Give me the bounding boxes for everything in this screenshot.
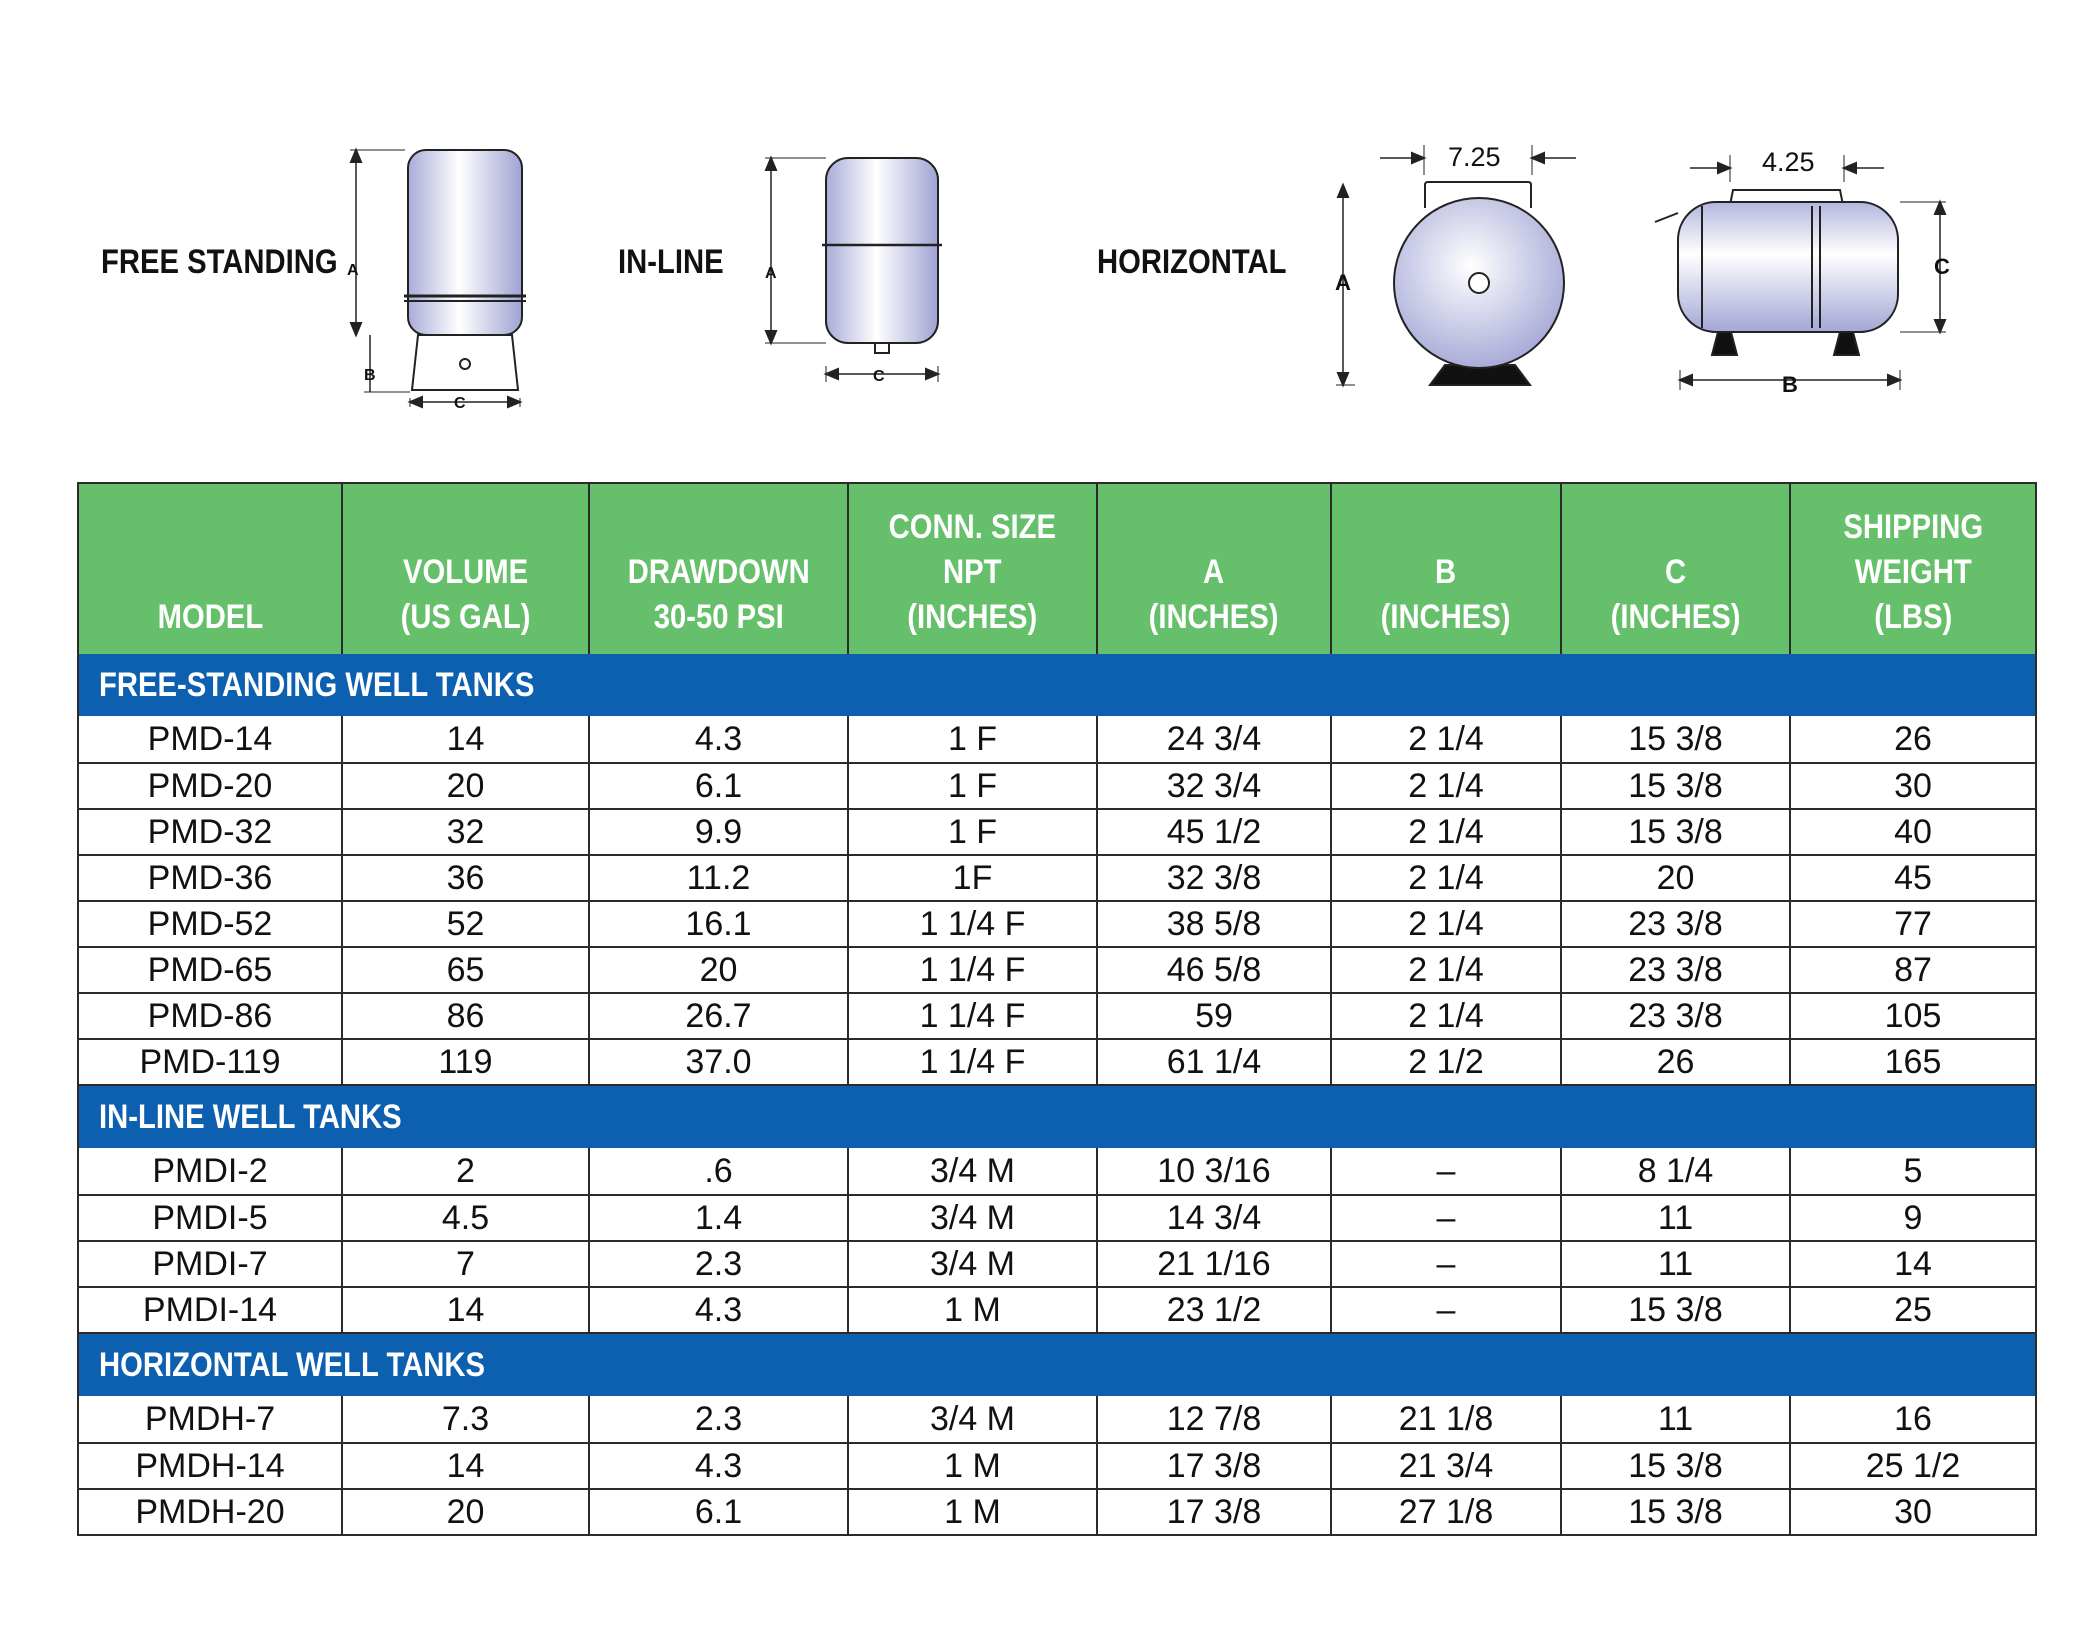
table-row xyxy=(78,993,2036,1039)
horizontal-dim-c: C xyxy=(1934,254,1950,279)
table-cell: PMD-14 xyxy=(78,716,342,763)
tank-spec-table-wrap xyxy=(77,482,2035,1536)
horizontal-width-side: 4.25 xyxy=(1762,147,1815,177)
table-cell: – xyxy=(1331,1148,1561,1195)
table-cell: 26 xyxy=(1790,716,2036,763)
table-cell: 36 xyxy=(342,855,589,901)
table-cell: 25 1/2 xyxy=(1790,1443,2036,1489)
table-cell: 15 3/8 xyxy=(1561,1489,1790,1535)
table-cell: 40 xyxy=(1790,809,2036,855)
in-line-label: IN-LINE xyxy=(618,243,724,281)
table-cell: 32 3/4 xyxy=(1097,763,1331,809)
table-cell: 15 3/8 xyxy=(1561,1287,1790,1333)
table-cell: 1.4 xyxy=(589,1195,848,1241)
horizontal-tank-side-drawing xyxy=(1655,155,1946,390)
table-cell: 23 1/2 xyxy=(1097,1287,1331,1333)
header-conn-size: CONN. SIZE NPT (INCHES) xyxy=(848,483,1097,654)
table-cell: PMD-32 xyxy=(78,809,342,855)
section-title-cell xyxy=(78,654,2036,716)
table-cell: PMD-119 xyxy=(78,1039,342,1085)
table-row xyxy=(78,1195,2036,1241)
section-title: FREE-STANDING WELL TANKS xyxy=(99,665,535,704)
table-cell: 2 1/4 xyxy=(1331,716,1561,763)
table-cell: 119 xyxy=(342,1039,589,1085)
header-shipping-weight: SHIPPING WEIGHT (LBS) xyxy=(1790,483,2036,654)
table-cell: 46 5/8 xyxy=(1097,947,1331,993)
table-cell: 87 xyxy=(1790,947,2036,993)
table-cell: – xyxy=(1331,1287,1561,1333)
table-cell: 23 3/8 xyxy=(1561,901,1790,947)
section-title-cell xyxy=(78,1333,2036,1396)
table-cell: 15 3/8 xyxy=(1561,1443,1790,1489)
table-cell: PMDI-14 xyxy=(78,1287,342,1333)
table-row xyxy=(78,1396,2036,1443)
table-cell: PMDH-20 xyxy=(78,1489,342,1535)
table-cell: 8 1/4 xyxy=(1561,1148,1790,1195)
table-cell: 10 3/16 xyxy=(1097,1148,1331,1195)
table-cell: 77 xyxy=(1790,901,2036,947)
table-cell: 26.7 xyxy=(589,993,848,1039)
table-cell: 23 3/8 xyxy=(1561,993,1790,1039)
section-title: IN-LINE WELL TANKS xyxy=(99,1097,402,1136)
table-cell: 30 xyxy=(1790,1489,2036,1535)
tank-spec-table xyxy=(77,482,2037,1536)
table-cell: 12 7/8 xyxy=(1097,1396,1331,1443)
table-cell: 11 xyxy=(1561,1396,1790,1443)
table-cell: 14 xyxy=(342,716,589,763)
table-cell: 20 xyxy=(589,947,848,993)
table-cell: 1 M xyxy=(848,1443,1097,1489)
table-cell: 2.3 xyxy=(589,1396,848,1443)
table-cell: 14 xyxy=(342,1443,589,1489)
tank-diagrams xyxy=(0,0,2100,440)
table-cell: 32 3/8 xyxy=(1097,855,1331,901)
table-cell: 5 xyxy=(1790,1148,2036,1195)
table-cell: 4.5 xyxy=(342,1195,589,1241)
table-cell: 105 xyxy=(1790,993,2036,1039)
table-cell: 6.1 xyxy=(589,1489,848,1535)
table-cell: 21 1/16 xyxy=(1097,1241,1331,1287)
table-cell: 3/4 M xyxy=(848,1148,1097,1195)
table-cell: PMD-36 xyxy=(78,855,342,901)
table-header-row xyxy=(78,483,2036,654)
header-volume: VOLUME (US GAL) xyxy=(342,483,589,654)
horizontal-label: HORIZONTAL xyxy=(1097,243,1287,281)
table-cell: 16 xyxy=(1790,1396,2036,1443)
table-cell: 32 xyxy=(342,809,589,855)
table-cell: 38 5/8 xyxy=(1097,901,1331,947)
header-c: C (INCHES) xyxy=(1561,483,1790,654)
header-model: MODEL xyxy=(78,483,342,654)
table-cell: 2 1/4 xyxy=(1331,993,1561,1039)
table-cell: 7 xyxy=(342,1241,589,1287)
table-cell: 3/4 M xyxy=(848,1241,1097,1287)
table-cell: PMD-52 xyxy=(78,901,342,947)
table-cell: 20 xyxy=(1561,855,1790,901)
table-cell: 2 1/4 xyxy=(1331,947,1561,993)
table-row xyxy=(78,809,2036,855)
table-cell: 1 M xyxy=(848,1489,1097,1535)
table-cell: 86 xyxy=(342,993,589,1039)
table-cell: – xyxy=(1331,1241,1561,1287)
table-cell: 11 xyxy=(1561,1195,1790,1241)
table-cell: 15 3/8 xyxy=(1561,809,1790,855)
table-row xyxy=(78,763,2036,809)
horizontal-dim-a: A xyxy=(1335,270,1351,295)
table-row xyxy=(78,1148,2036,1195)
horizontal-dim-b: B xyxy=(1782,372,1798,397)
table-cell: 2 1/4 xyxy=(1331,809,1561,855)
in-line-dim-c: C xyxy=(873,368,885,385)
table-cell: 4.3 xyxy=(589,716,848,763)
horizontal-width-front: 7.25 xyxy=(1448,142,1501,172)
table-row xyxy=(78,716,2036,763)
table-row xyxy=(78,855,2036,901)
table-cell: 15 3/8 xyxy=(1561,716,1790,763)
table-cell: 61 1/4 xyxy=(1097,1039,1331,1085)
header-a: A (INCHES) xyxy=(1097,483,1331,654)
table-cell: 9 xyxy=(1790,1195,2036,1241)
horizontal-tank-front-drawing xyxy=(1336,145,1576,385)
table-cell: 1 F xyxy=(848,763,1097,809)
table-cell: 45 1/2 xyxy=(1097,809,1331,855)
table-cell: 3/4 M xyxy=(848,1195,1097,1241)
table-cell: 30 xyxy=(1790,763,2036,809)
table-cell: 2 1/4 xyxy=(1331,763,1561,809)
table-cell: 59 xyxy=(1097,993,1331,1039)
table-cell: 11 xyxy=(1561,1241,1790,1287)
table-cell: 1 F xyxy=(848,809,1097,855)
table-cell: 65 xyxy=(342,947,589,993)
table-cell: 27 1/8 xyxy=(1331,1489,1561,1535)
table-cell: 21 1/8 xyxy=(1331,1396,1561,1443)
table-cell: 20 xyxy=(342,763,589,809)
table-cell: 1 M xyxy=(848,1287,1097,1333)
table-cell: 1 1/4 F xyxy=(848,901,1097,947)
table-cell: 24 3/4 xyxy=(1097,716,1331,763)
table-cell: 23 3/8 xyxy=(1561,947,1790,993)
table-cell: PMD-20 xyxy=(78,763,342,809)
table-row xyxy=(78,901,2036,947)
table-cell: 2 1/4 xyxy=(1331,855,1561,901)
table-cell: 4.3 xyxy=(589,1287,848,1333)
table-cell: 17 3/8 xyxy=(1097,1489,1331,1535)
header-drawdown: DRAWDOWN 30-50 PSI xyxy=(589,483,848,654)
free-standing-dim-a: A xyxy=(347,262,359,279)
table-cell: 9.9 xyxy=(589,809,848,855)
table-row xyxy=(78,1039,2036,1085)
tank-diagram-drawings xyxy=(0,0,2100,440)
header-b: B (INCHES) xyxy=(1331,483,1561,654)
table-cell: 25 xyxy=(1790,1287,2036,1333)
section-title-cell xyxy=(78,1085,2036,1148)
table-cell: 7.3 xyxy=(342,1396,589,1443)
table-cell: 2 1/2 xyxy=(1331,1039,1561,1085)
table-cell: 21 3/4 xyxy=(1331,1443,1561,1489)
table-cell: – xyxy=(1331,1195,1561,1241)
table-cell: 1 1/4 F xyxy=(848,993,1097,1039)
section-header-row xyxy=(78,1085,2036,1148)
table-cell: 15 3/8 xyxy=(1561,763,1790,809)
table-cell: PMDI-5 xyxy=(78,1195,342,1241)
table-cell: PMDI-2 xyxy=(78,1148,342,1195)
table-cell: 3/4 M xyxy=(848,1396,1097,1443)
table-row xyxy=(78,1287,2036,1333)
table-cell: 26 xyxy=(1561,1039,1790,1085)
table-cell: 1 1/4 F xyxy=(848,1039,1097,1085)
free-standing-tank-drawing xyxy=(350,150,526,407)
table-cell: 14 3/4 xyxy=(1097,1195,1331,1241)
table-cell: 165 xyxy=(1790,1039,2036,1085)
table-cell: 52 xyxy=(342,901,589,947)
in-line-dim-a: A xyxy=(765,265,777,282)
table-cell: 2 1/4 xyxy=(1331,901,1561,947)
section-header-row xyxy=(78,654,2036,716)
in-line-tank-drawing xyxy=(765,158,942,382)
table-cell: 4.3 xyxy=(589,1443,848,1489)
section-title: HORIZONTAL WELL TANKS xyxy=(99,1345,486,1384)
table-cell: PMD-65 xyxy=(78,947,342,993)
table-row xyxy=(78,1241,2036,1287)
table-cell: PMDI-7 xyxy=(78,1241,342,1287)
table-cell: .6 xyxy=(589,1148,848,1195)
table-cell: 11.2 xyxy=(589,855,848,901)
table-cell: 14 xyxy=(342,1287,589,1333)
section-header-row xyxy=(78,1333,2036,1396)
table-cell: 6.1 xyxy=(589,763,848,809)
free-standing-dim-c: C xyxy=(454,395,466,412)
table-row xyxy=(78,947,2036,993)
table-cell: 2 xyxy=(342,1148,589,1195)
table-cell: 37.0 xyxy=(589,1039,848,1085)
table-body xyxy=(78,654,2036,1535)
table-cell: 17 3/8 xyxy=(1097,1443,1331,1489)
table-cell: 1 1/4 F xyxy=(848,947,1097,993)
table-row xyxy=(78,1489,2036,1535)
table-cell: 20 xyxy=(342,1489,589,1535)
table-cell: 1F xyxy=(848,855,1097,901)
free-standing-label: FREE STANDING xyxy=(101,243,338,281)
table-row xyxy=(78,1443,2036,1489)
table-cell: 1 F xyxy=(848,716,1097,763)
table-cell: 45 xyxy=(1790,855,2036,901)
table-cell: 14 xyxy=(1790,1241,2036,1287)
free-standing-dim-b: B xyxy=(364,367,376,384)
table-cell: PMDH-7 xyxy=(78,1396,342,1443)
table-cell: 2.3 xyxy=(589,1241,848,1287)
table-cell: PMDH-14 xyxy=(78,1443,342,1489)
table-cell: 16.1 xyxy=(589,901,848,947)
table-cell: PMD-86 xyxy=(78,993,342,1039)
